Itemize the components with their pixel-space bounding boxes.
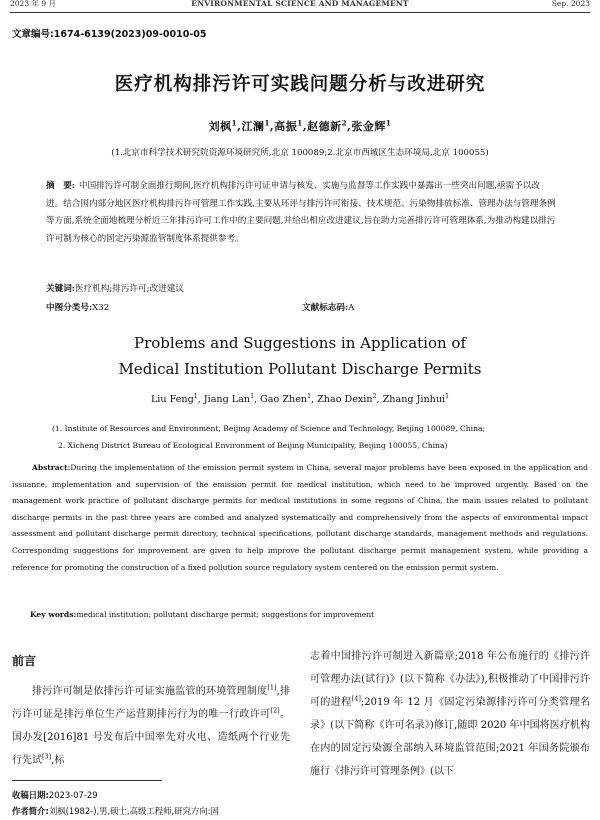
received-date: 2023-07-29 — [48, 790, 98, 800]
en-title — [0, 330, 600, 382]
cn-keywords-text: 医疗机构;排污许可;改进建议 — [74, 284, 184, 294]
en-affiliation-line-2: 2. Xicheng District Bureau of Ecological Environment of Beijing Municipality, Beijing 100055, China) — [58, 441, 448, 450]
body-column-left — [12, 680, 290, 772]
en-keywords — [30, 610, 374, 619]
en-abstract-label: Abstract: — [32, 463, 71, 472]
en-affiliation-line-1: (1. Institute of Resources and Environment, Beijing Academy of Science and Technology, Beijing 100089, China; — [52, 424, 486, 433]
running-header-date-cn: 2023 年 9 月 — [10, 0, 57, 8]
en-affiliation — [52, 420, 572, 454]
en-keywords-label: Key words: — [30, 610, 77, 619]
en-keywords-text: medical institution; pollutant discharge permit; suggestions for improvement — [76, 610, 375, 619]
en-authors: Liu Feng$^1$, Jiang Lan$^1$, Gao Zhen$^1$, Zhao Dexin$^2$, Zhang Jinhui$^1$ — [150, 392, 450, 405]
cn-authors: 刘枫$^1$,江澜$^1$,高振$^1$,赵德新$^2$,张金辉$^1$ — [208, 118, 392, 133]
bio-label: 作者简介: — [12, 806, 49, 816]
cn-abstract — [46, 178, 556, 248]
en-abstract — [12, 460, 588, 576]
article-number: 文章编号:1674-6139(2023)09-0010-05 — [12, 29, 207, 40]
body-column-right — [310, 645, 590, 783]
footnote-author-bio — [12, 805, 219, 817]
cn-code-value: A — [348, 303, 355, 313]
en-title-line-2: Medical Institution Pollutant Discharge Permits — [118, 360, 482, 378]
footnote-rule — [12, 780, 162, 781]
bio-text: 刘枫(1982-),男,硕士,高级工程师,研究方向:固 — [48, 806, 219, 816]
cn-abstract-text: 中国排污许可制全面推行期间,医疗机构排污许可证申请与核发、实施与监督等工作实践中暴露出一些突出问题,亟需予以改进。结合国内部分地区医疗机构排污许可管理工作实践,主要从环评与排污许可衔接、技术规范、污染物排放标准、管理办法与管理条例等方面,系统全面地梳理分析近三年排污许可工作中的主要问题,并给出相应改进建议,旨在助力完善排污许可管理体系,为推动构建以排污许可制为核心的固定污染源监管制度体系提供参考。 — [46, 181, 556, 244]
cn-code-label: 文献标志码: — [302, 303, 349, 313]
cn-keywords-label: 关键词: — [46, 284, 75, 294]
body-paragraph-right: 志着中国排污许可制进入新篇章;2018 年公布施行的《排污许可管理办法(试行)》(以下简称《办法》),积极推动了中国排污许可的进程[4];2019 年 12 月《固定污染源排污许可分类管理名录》(以下简称《许可名录》)修订,随即 2020 年中国将医疗机构在内的固定污染源全部纳入环境监管范围;2021 年国务院颁布施行《排污许可管理条例》(以下 — [310, 651, 590, 777]
running-header — [10, 0, 590, 13]
cn-classification — [46, 301, 109, 313]
cn-document-code — [302, 301, 354, 313]
cn-keywords — [46, 282, 556, 294]
cn-affiliation: (1.北京市科学技术研究院资源环境研究所,北京 100089;2.北京市西城区生态环境局,北京 100055) — [111, 148, 489, 158]
running-header-journal: ENVIRONMENTAL SCIENCE AND MANAGEMENT — [191, 0, 409, 8]
en-title-line-1: Problems and Suggestions in Application of — [134, 334, 466, 352]
received-label: 收稿日期: — [12, 790, 49, 800]
cn-class-label: 中图分类号: — [46, 303, 93, 313]
cn-abstract-label: 摘 要: — [46, 181, 75, 191]
en-abstract-text: During the implementation of the emission permit system in China, several major problems have been exposed in the application and issuance, implementation and supervision of the emission permit for medical institution, which need to be improved urgently. Based on the management work practice of pollutant discharge permits for medical institutions in some regions of China, the main issues related to pollutant discharge permits in the past three years are combed and analyzed systematically and comprehensively from the aspects of environmental impact assessment and pollutant discharge permit directory, technical specifications, pollutant discharge standards, management methods and regulations. Corresponding suggestions for improvement are given to help improve the pollutant discharge permit management system, while providing a reference for promoting the construction of a fixed pollution source regulatory system centered on the emission permit system. — [12, 463, 588, 572]
section-heading-preface: 前言 — [12, 654, 37, 668]
footnote-received — [12, 789, 98, 801]
cn-title: 医疗机构排污许可实践问题分析与改进研究 — [114, 74, 486, 95]
running-header-date-en: Sep. 2023 — [551, 0, 590, 8]
body-paragraph-left: 排污许可制是依排污许可证实施监管的环境管理制度[1],排污许可证是排污单位生产运营期排污行为的唯一行政许可[2]。国办发[2016]81 号发布后中国率先对火电、造纸两个行业先行先试[3],标 — [12, 683, 291, 766]
cn-class-value: X32 — [92, 303, 110, 313]
